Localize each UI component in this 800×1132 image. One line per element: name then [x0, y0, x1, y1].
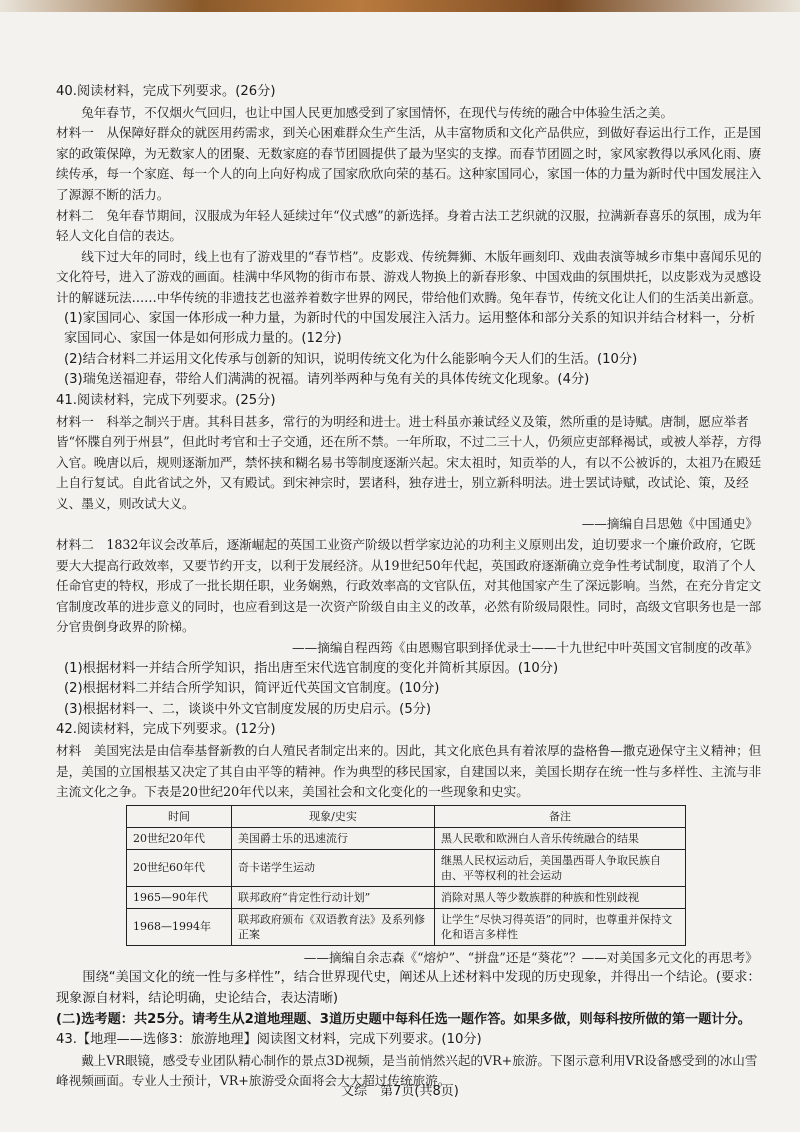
- table-header-row: [127, 805, 686, 827]
- q41-header: 41.阅读材料，完成下列要求。(25分): [56, 392, 276, 408]
- top-edge-band: [0, 0, 800, 12]
- q41-material-2: 材料二 1832年议会改革后，逐渐崛起的英国工业资产阶级以哲学家边沁的功利主义原则出发，迫切要求一个廉价政府，它既要大大提高行政效率，又要节约开支，以利于发展经济。从19世纪50年代起，英国政府逐渐确立竞争性考试制度，取消了个人任命官吏的特权，形成了一批长期任职，业务娴熟，行政效率高的文官队伍，对其他国家产生了深远影响。当然，在充分肯定文官制度改革的进步意义的同时，也应看到这是一次资产阶级自由主义的改革，必然有阶级局限性。同时，高级文官职务也是一部分官贵倒身政界的阶梯。: [56, 537, 762, 635]
- table-cell: 联邦政府颁布《双语教育法》及系列修正案: [232, 908, 435, 945]
- q40-question-1: (1)家国同心、家国一体形成一种力量，为新时代的中国发展注入活力。运用整体和部分关系的知识并结合材料一，分析家国同心、家国一体是如何形成力量的。(12分): [64, 310, 756, 347]
- q40-material-2-cont: 线下过大年的同时，线上也有了游戏里的“春节档”。皮影戏、传统舞狮、木版年画刻印、戏曲表演等城乡市集中喜闻乐见的文化符号，进入了游戏的画面。桂满中华风物的街市布景、游戏人物换上的新春形象、中国戏曲的氛围烘托，以皮影戏为灵感设计的解谜玩法……中华传统的非遗技艺也滋养着数字世界的网民，带给他们欢腾。兔年春节，传统文化让人们的生活美出新意。: [56, 248, 762, 305]
- q43-header: 43.【地理——选修3：旅游地理】阅读图文材料，完成下列要求。(10分): [56, 1032, 482, 1048]
- table-cell: 1965—90年代: [127, 886, 232, 908]
- q41-source-2: ——摘编自程西筠《由恩赐官职到择优录士——十九世纪中叶英国文官制度的改革》: [292, 640, 758, 656]
- table-row: [127, 849, 686, 886]
- table-cell: 20世纪60年代: [127, 849, 232, 886]
- q40-material-2: 材料二 兔年春节期间，汉服成为年轻人延续过年“仪式感”的新选择。身着古法工艺织就的汉服，拉满新春喜乐的氛围，成为年轻人文化自信的表达。: [56, 207, 762, 244]
- table-cell: 奇卡诺学生运动: [232, 849, 435, 886]
- q42-header: 42.阅读材料，完成下列要求。(12分): [56, 722, 276, 738]
- q42-question: 围绕“美国文化的统一性与多样性”，结合世界现代史，阐述从上述材料中发现的历史现象，并得出一个结论。(要求：现象源自材料，结论明确，史论结合，表达清晰): [56, 970, 761, 1006]
- q40-question-2: (2)结合材料二并运用文化传承与创新的知识，说明传统文化为什么能影响今天人们的生活。(10分): [64, 351, 638, 367]
- q40-header: 40.阅读材料，完成下列要求。(26分): [56, 84, 276, 99]
- q41-question-2: (2)根据材料二并结合所学知识，简评近代英国文官制度。(10分): [64, 681, 440, 697]
- q40-question-3: (3)瑞兔送福迎春，带给人们满满的祝福。请列举两种与兔有关的具体传统文化现象。(4分): [64, 372, 590, 388]
- q40-intro: 兔年春节，不仅烟火气回归，也让中国人民更加感受到了家国情怀，在现代与传统的融合中体验生活之美。: [81, 104, 674, 120]
- exam-page-content: [56, 82, 762, 1092]
- table-row: [127, 886, 686, 908]
- page-footer: 文综 第7页(共8页): [341, 1084, 459, 1099]
- table-row: [127, 827, 686, 849]
- q41-material-1: 材料一 科举之制兴于唐。其科目甚多，常行的为明经和进士。进士科虽亦兼试经义及策，然所重的是诗赋。唐制，愿应举者皆“怀牒自列于州县”，但此时考官和士子交通，还在所不禁。一年所取，不过二三十人，仍须应吏部释褐试，或被人举荐，方得入官。晚唐以后，规则逐渐加严，禁怀挟和糊名易书等制度逐渐兴起。宋太祖时，知贡举的人，有以不公被诉的，太祖乃在殿廷上自行复试。自此省试之外，又有殿试。到宋神宗时，罢诸科，独存进士，别立新科明法。进士罢试诗赋，改试论、策，及经义、墨义，则改试大义。: [56, 413, 762, 511]
- q42-table: [126, 805, 686, 946]
- q41-source-1: ——摘编自吕思勉《中国通史》: [581, 516, 758, 532]
- q42-source: ——摘编自余志森《“熔炉”、“拼盘”还是“葵花”？——对美国多元文化的再思考》: [303, 949, 758, 965]
- table-row: [127, 908, 686, 945]
- table-header-cell: 备注: [435, 805, 686, 827]
- q43-text: 戴上VR眼镜，感受专业团队精心制作的景点3D视频，是当前悄然兴起的VR+旅游。下图示意利用VR设备感受到的冰山雪峰视频画面。专业人士预计，VR+旅游受众面将会大大超过传统旅游。: [56, 1052, 758, 1089]
- q42-material: 材料 美国宪法是由信奉基督新教的白人殖民者制定出来的。因此，其文化底色具有着浓厚的盎格鲁—撒克逊保守主义精神；但是，美国的立国根基又决定了其自由平等的精神。作为典型的移民国家，自建国以来，美国长期存在统一性与多样性、主流与非主流文化之争。下表是20世纪20年代以来，美国社会和文化变化的一些现象和史实。: [56, 743, 762, 800]
- table-cell: 让学生“尽快习得英语”的同时，也尊重并保持文化和语言多样性: [435, 908, 686, 945]
- table-header-cell: 现象/史实: [232, 805, 435, 827]
- section-2-instructions: (二)选考题：共25分。请考生从2道地理题、3道历史题中每科任选一题作答。如果多做，则每科按所做的第一题计分。: [56, 1011, 751, 1027]
- table-cell: 联邦政府“肯定性行动计划”: [232, 886, 435, 908]
- table-cell: 继黑人民权运动后，美国墨西哥人争取民族自由、平等权利的社会运动: [435, 849, 686, 886]
- table-cell: 20世纪20年代: [127, 827, 232, 849]
- table-cell: 消除对黑人等少数族群的种族和性别歧视: [435, 886, 686, 908]
- table-cell: 1968—1994年: [127, 908, 232, 945]
- table-cell: 美国爵士乐的迅速流行: [232, 827, 435, 849]
- table-cell: 黑人民歌和欧洲白人音乐传统融合的结果: [435, 827, 686, 849]
- q40-material-1: 材料一 从保障好群众的就医用药需求，到关心困难群众生产生活，从丰富物质和文化产品供应，到做好春运出行工作，正是国家的政策保障，为无数家人的团聚、无数家庭的春节团圆提供了最为坚实的支撑。而春节团圆之时，家风家教得以承风化雨、赓续传承，每一个家庭、每一个人的向上向好构成了国家欣欣向荣的基石。这种家国同心，家国一体的力量为新时代中国发展注入了源源不断的活力。: [56, 125, 762, 202]
- q41-question-1: (1)根据材料一并结合所学知识，指出唐至宋代选官制度的变化并简析其原因。(10分): [64, 660, 559, 676]
- table-header-cell: 时间: [127, 805, 232, 827]
- q41-question-3: (3)根据材料一、二，谈谈中外文官制度发展的历史启示。(5分): [64, 701, 432, 717]
